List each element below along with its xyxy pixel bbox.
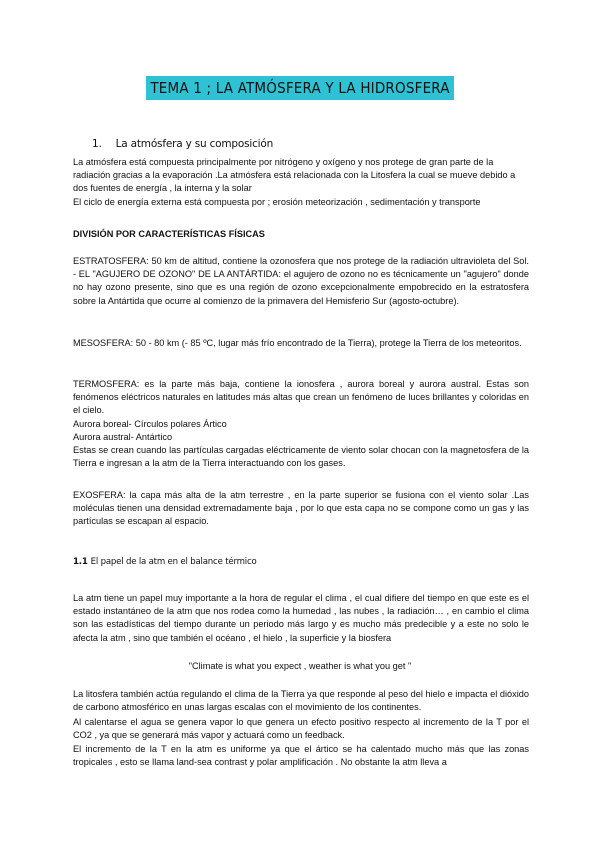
- section-heading-1-1: [73, 557, 257, 567]
- division-heading: DIVISIÓN POR CARACTERÍSTICAS FÍSICAS: [73, 229, 265, 239]
- section-number: 1.: [92, 138, 102, 150]
- title-container: [0, 76, 600, 100]
- subsection-number: 1.1: [73, 557, 88, 567]
- section-heading-1: [92, 138, 273, 150]
- mesosfera-paragraph: MESOSFERA: 50 - 80 km (- 85 ºC, lugar más frío encontrado de la Tierra), protege la Tierra de los meteoritos.: [73, 338, 522, 348]
- intro-block: [73, 156, 529, 209]
- litosfera-paragraph: La litosfera también actúa regulando el clima de la Tierra ya que responde al peso del hielo e impacta el dióxido de carbono atmosférico en unas largas escalas con el movimiento de los continentes.: [73, 689, 529, 713]
- intro-paragraph-ciclo: El ciclo de energía externa está compuesta por ; erosión meteorización , sedimentación y transporte: [73, 196, 481, 207]
- aurora-boreal-line: Aurora boreal- Círculos polares Ártico: [73, 418, 227, 429]
- termosfera-block: [73, 378, 529, 470]
- termosfera-paragraph: TERMOSFERA: es la parte más baja, contiene la ionosfera , aurora boreal y aurora austral. Estas son fenómenos eléctricos naturales en latitudes más altas que crean un fenómeno de luces brillantes y coloridas en el cielo.: [73, 379, 529, 416]
- document-title: TEMA 1 ; LA ATMÓSFERA Y LA HIDROSFERA: [146, 76, 453, 100]
- section-title: La atmósfera y su composición: [115, 138, 274, 150]
- aurora-austral-line: Aurora austral- Antártico: [73, 431, 173, 442]
- clima-paragraph: La atm tiene un papel muy importante a la hora de regular el clima , el cual difiere del tiempo en que este es el estado instantáneo de la atm que nos rodea como la humedad , las nubes , la radiación… , en cambio el clima son las estadísticas del tiempo durante un periodo más largo y es mucho más predecible y a este no solo le afecta la atm , sino que también el océano , el hielo , la superficie y la biosfera: [73, 593, 529, 643]
- termosfera-detail-paragraph: Estas se crean cuando las partículas cargadas eléctricamente de viento solar chocan con la magnetosfera de la Tierra e ingresan a la atm de la Tierra interactuando con los gases.: [73, 445, 529, 469]
- climate-quote: "Climate is what you expect , weather is what you get ": [188, 661, 412, 671]
- exosfera-paragraph: EXOSFERA: la capa más alta de la atm terrestre , en la parte superior se fusiona con el viento solar .Las moléculas tienen una densidad extremadamente baja , por lo que esta capa no se compone como un gas y las partículas se escapan al espacio.: [73, 490, 529, 527]
- agua-paragraph: Al calentarse el agua se genera vapor lo que genera un efecto positivo respecto al incremento de la T por el CO2 , ya que se generará más vapor y actuará como un feedback.: [73, 717, 529, 741]
- estratosfera-paragraph: ESTRATOSFERA: 50 km de altitud, contiene la ozonosfera que nos protege de la radiación ultravioleta del Sol. - EL "AGUJERO DE OZONO" DE LA ANTÁRTIDA: el agujero de ozono no es técnicamente un "agujero" donde no hay ozono presente, sino que es una región de ozono excepcionalmente empobrecido en la estratosfera sobre la Antártida que ocurre al comienzo de la primavera del Hemisferio Sur (agosto-octubre).: [73, 256, 529, 306]
- intro-paragraph: La atmósfera está compuesta principalmente por nitrógeno y oxígeno y nos protege de gran parte de la radiación gracias a la evaporación .La atmósfera está relacionada con la Litosfera la cual se mueve debido a dos fuentes de energía , la interna y la solar: [73, 157, 516, 194]
- subsection-title: El papel de la atm en el balance térmico: [90, 557, 257, 567]
- incremento-paragraph: El incremento de la T en la atm es uniforme ya que el ártico se ha calentado mucho más que las zonas tropicales , esto se llama land-sea contrast y polar amplificación . No obstante la atm lleva a: [73, 744, 529, 768]
